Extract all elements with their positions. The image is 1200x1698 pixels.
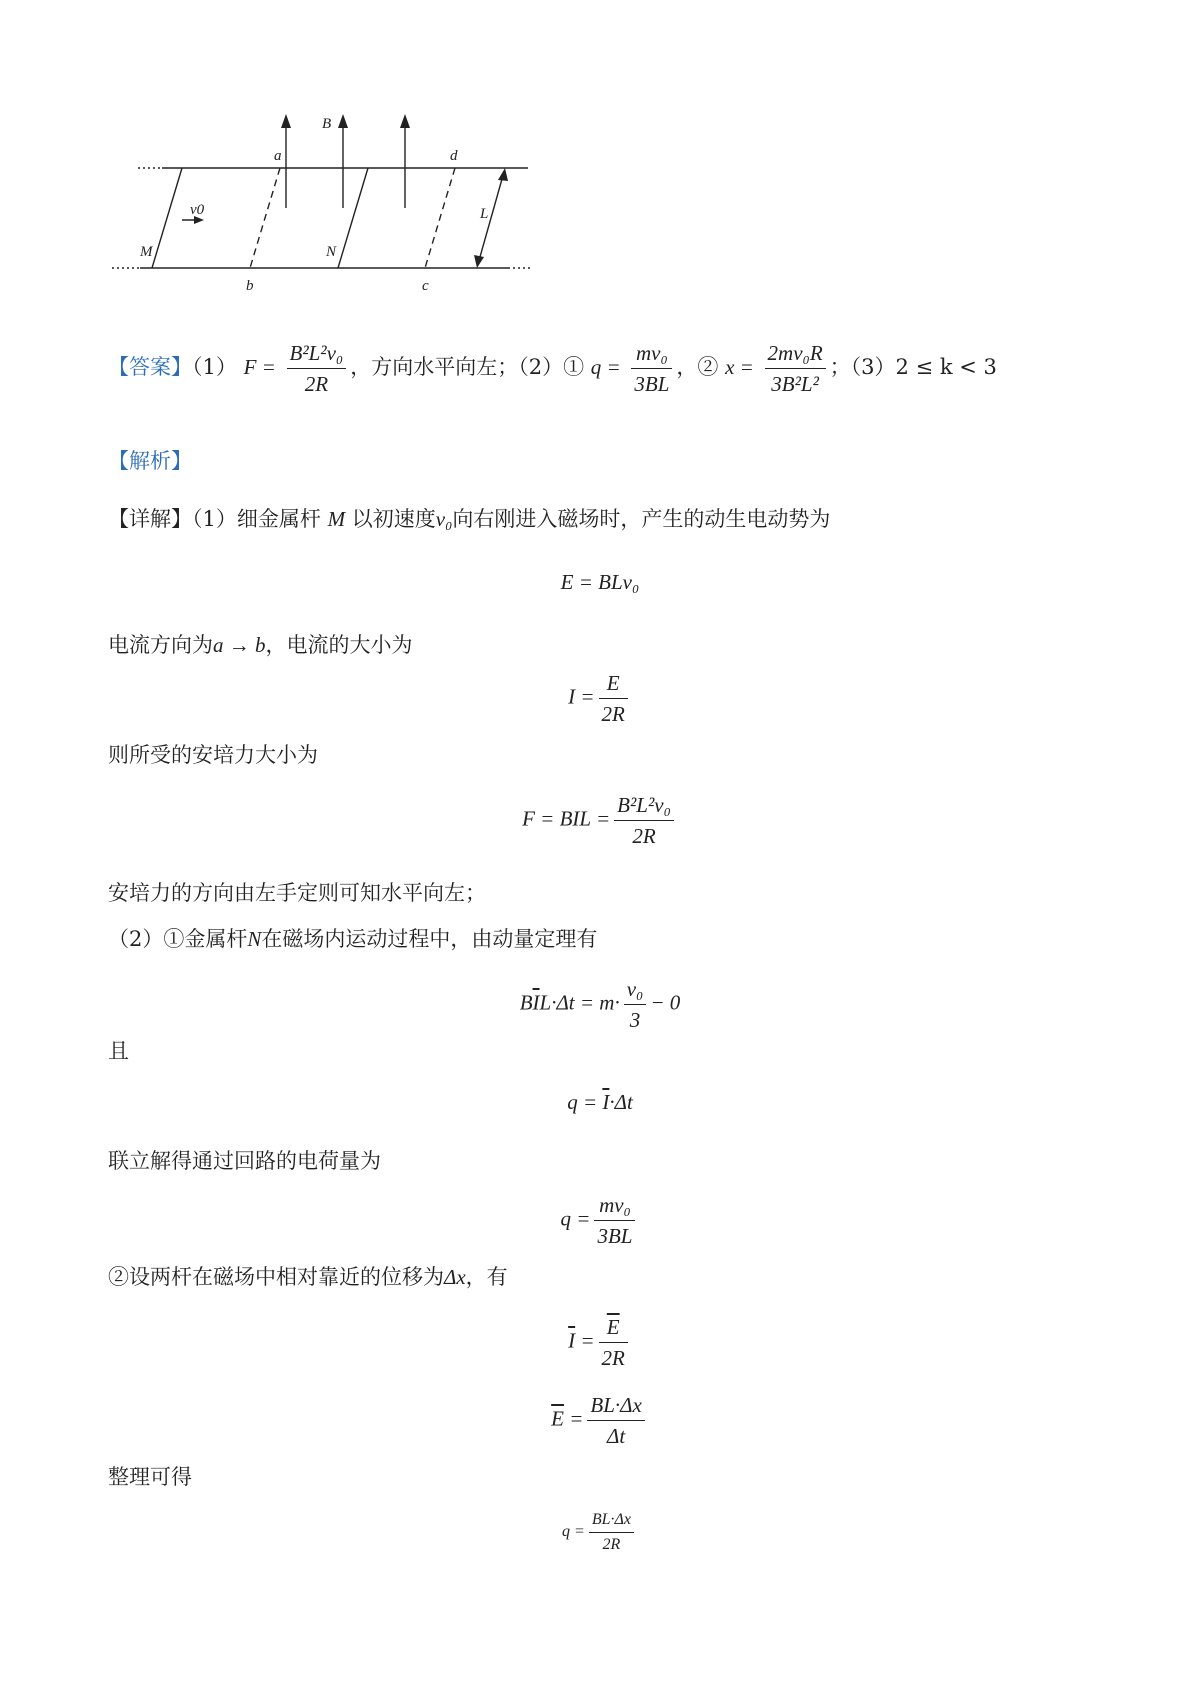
eq-charge-2: q = $\frac{\text{mv₀}}{3BL}$ bbox=[0, 1190, 1200, 1251]
label-v0: v0 bbox=[190, 202, 205, 218]
label-b: b bbox=[246, 278, 254, 294]
detail-line-6: 且 bbox=[108, 1039, 129, 1063]
analysis-tag: 【解析】 bbox=[108, 449, 192, 473]
eq-emf: E = BLv₀ bbox=[560, 570, 640, 594]
detail-line-8: ②设两杆在磁场中相对靠近的位移为Δx，有 bbox=[108, 1265, 508, 1289]
label-B: B bbox=[322, 116, 332, 132]
detail-line-9: 整理可得 bbox=[108, 1465, 192, 1489]
eq-avg-emf: $\overline{E}$ = $\frac{BL\cdot\Delta x}{\Delta t}$ bbox=[0, 1390, 1200, 1451]
label-L: L bbox=[480, 206, 489, 222]
eq-charge-1: $q = \overline{I}\cdot\Delta t$ bbox=[567, 1090, 633, 1114]
label-N: N bbox=[326, 244, 337, 260]
answer-tag: 【答案】 bbox=[108, 355, 192, 379]
eq-charge-3: q = $\frac{BL\cdot\Delta x}{2R}$ bbox=[0, 1508, 1200, 1557]
eq-current: I = $\frac{E}{2R}$ bbox=[0, 668, 1200, 729]
rail-diagram bbox=[100, 100, 560, 310]
eq-momentum: $B\overline{I}L\cdot\Delta t = m\cdot$ $\frac{\text{v₀}}{3}$ − 0 bbox=[0, 974, 1200, 1035]
answer-line: 【答案】（1） F = $\frac{\text{B²L²v₀}}{2R}$ ，方向水平向左；（2）① q = $\frac{\text{mv₀}}{3BL}$ ，② x = $\frac{\text{2mv₀R}}{\text{3B²L²}}$ ；（3）2 ≤ k < 3 bbox=[108, 338, 997, 399]
eq-avg-current: $\overline{I}$ = $\frac{\overline{E}}{2R}$ bbox=[0, 1312, 1200, 1373]
answer-q-fraction: $\frac{\text{mv₀}}{3BL}$ bbox=[631, 338, 672, 399]
detail-line-7: 联立解得通过回路的电荷量为 bbox=[108, 1149, 381, 1173]
label-c: c bbox=[422, 278, 429, 294]
label-d: d bbox=[450, 148, 458, 164]
detail-line-3: 则所受的安培力大小为 bbox=[108, 743, 318, 767]
detail-line-2: 电流方向为a → b，电流的大小为 bbox=[108, 633, 413, 657]
detail-line-1: 【详解】（1）细金属杆 M 以初速度v₀向右刚进入磁场时，产生的动生电动势为 bbox=[108, 507, 831, 531]
label-a: a bbox=[274, 148, 282, 164]
detail-line-5: （2）①金属杆N在磁场内运动过程中，由动量定理有 bbox=[108, 927, 598, 951]
eq-force: F = BIL = $\frac{\text{B²L²v₀}}{2R}$ bbox=[0, 790, 1200, 851]
detail-line-4: 安培力的方向由左手定则可知水平向左； bbox=[108, 881, 486, 905]
label-M: M bbox=[140, 244, 153, 260]
answer-x-fraction: $\frac{\text{2mv₀R}}{\text{3B²L²}}$ bbox=[765, 338, 826, 399]
answer-f-fraction: $\frac{\text{B²L²v₀}}{2R}$ bbox=[287, 338, 347, 399]
